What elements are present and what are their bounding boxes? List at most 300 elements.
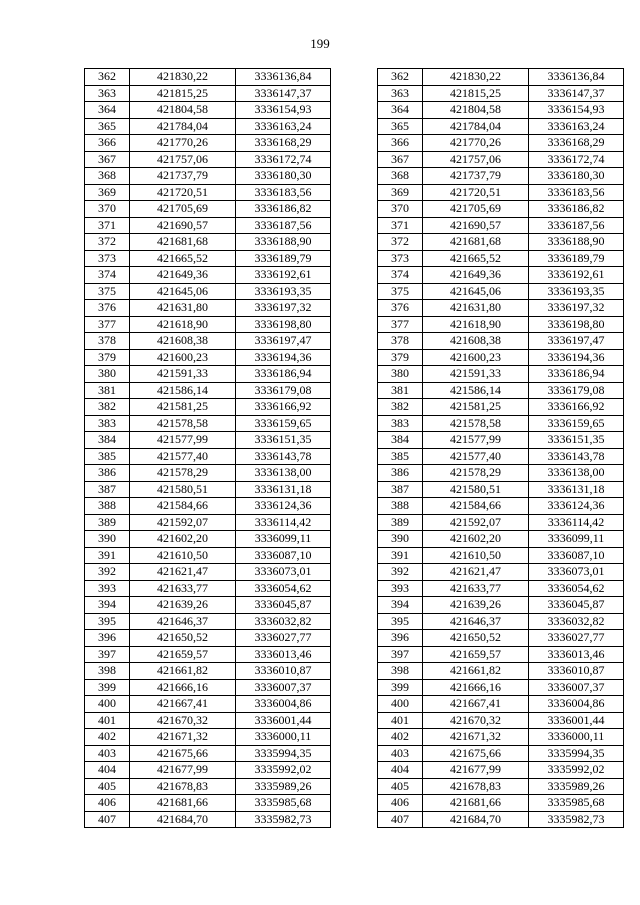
table-row [378,250,624,267]
table-row [85,267,331,284]
table-row [378,564,624,581]
x-coordinate-cell: 421578,29 [130,465,236,482]
y-coordinate-cell: 3336087,10 [236,547,331,564]
table-row [85,498,331,515]
point-number-cell: 384 [85,432,130,449]
y-coordinate-cell: 3336154,93 [529,102,624,119]
x-coordinate-cell: 421770,26 [423,135,529,152]
y-coordinate-cell: 3336136,84 [236,69,331,86]
x-coordinate-cell: 421670,32 [423,712,529,729]
table-row [378,646,624,663]
point-number-cell: 374 [85,267,130,284]
table-row [378,234,624,251]
x-coordinate-cell: 421618,90 [130,316,236,333]
point-number-cell: 397 [378,646,423,663]
point-number-cell: 367 [378,151,423,168]
coordinates-table-right-body [378,69,624,828]
point-number-cell: 377 [378,316,423,333]
x-coordinate-cell: 421577,40 [130,448,236,465]
point-number-cell: 401 [378,712,423,729]
point-number-cell: 395 [378,613,423,630]
point-number-cell: 403 [85,745,130,762]
x-coordinate-cell: 421705,69 [130,201,236,218]
x-coordinate-cell: 421650,52 [423,630,529,647]
point-number-cell: 387 [378,481,423,498]
point-number-cell: 400 [85,696,130,713]
x-coordinate-cell: 421804,58 [130,102,236,119]
point-number-cell: 388 [85,498,130,515]
point-number-cell: 362 [85,69,130,86]
x-coordinate-cell: 421671,32 [130,729,236,746]
point-number-cell: 382 [378,399,423,416]
y-coordinate-cell: 3336198,80 [529,316,624,333]
table-row [378,597,624,614]
table-row [378,415,624,432]
table-row [378,85,624,102]
y-coordinate-cell: 3336168,29 [529,135,624,152]
x-coordinate-cell: 421577,40 [423,448,529,465]
x-coordinate-cell: 421705,69 [423,201,529,218]
x-coordinate-cell: 421678,83 [423,778,529,795]
table-row [378,679,624,696]
point-number-cell: 386 [85,465,130,482]
point-number-cell: 387 [85,481,130,498]
y-coordinate-cell: 3336114,42 [236,514,331,531]
x-coordinate-cell: 421671,32 [423,729,529,746]
y-coordinate-cell: 3336192,61 [236,267,331,284]
x-coordinate-cell: 421670,32 [130,712,236,729]
y-coordinate-cell: 3336197,47 [236,333,331,350]
point-number-cell: 386 [378,465,423,482]
y-coordinate-cell: 3336004,86 [529,696,624,713]
table-row [85,333,331,350]
x-coordinate-cell: 421665,52 [130,250,236,267]
x-coordinate-cell: 421618,90 [423,316,529,333]
y-coordinate-cell: 3336054,62 [529,580,624,597]
table-row [85,481,331,498]
y-coordinate-cell: 3336138,00 [529,465,624,482]
table-row [85,646,331,663]
table-row [85,663,331,680]
y-coordinate-cell: 3336004,86 [236,696,331,713]
table-row [85,514,331,531]
point-number-cell: 373 [378,250,423,267]
x-coordinate-cell: 421581,25 [130,399,236,416]
y-coordinate-cell: 3336193,35 [529,283,624,300]
x-coordinate-cell: 421646,37 [130,613,236,630]
y-coordinate-cell: 3336147,37 [236,85,331,102]
table-row [378,795,624,812]
y-coordinate-cell: 3336138,00 [236,465,331,482]
table-row [378,366,624,383]
table-row [85,547,331,564]
y-coordinate-cell: 3336192,61 [529,267,624,284]
x-coordinate-cell: 421659,57 [423,646,529,663]
point-number-cell: 399 [378,679,423,696]
x-coordinate-cell: 421665,52 [423,250,529,267]
point-number-cell: 375 [378,283,423,300]
y-coordinate-cell: 3336186,82 [236,201,331,218]
point-number-cell: 388 [378,498,423,515]
x-coordinate-cell: 421584,66 [423,498,529,515]
point-number-cell: 363 [378,85,423,102]
x-coordinate-cell: 421608,38 [423,333,529,350]
y-coordinate-cell: 3335992,02 [529,762,624,779]
y-coordinate-cell: 3336172,74 [529,151,624,168]
x-coordinate-cell: 421650,52 [130,630,236,647]
point-number-cell: 371 [85,217,130,234]
table-row [378,580,624,597]
table-row [85,135,331,152]
y-coordinate-cell: 3336099,11 [529,531,624,548]
x-coordinate-cell: 421580,51 [130,481,236,498]
table-row [378,448,624,465]
table-row [85,217,331,234]
y-coordinate-cell: 3336000,11 [236,729,331,746]
x-coordinate-cell: 421659,57 [130,646,236,663]
y-coordinate-cell: 3336000,11 [529,729,624,746]
table-row [85,201,331,218]
table-row [378,630,624,647]
table-row [85,465,331,482]
point-number-cell: 389 [85,514,130,531]
x-coordinate-cell: 421681,66 [423,795,529,812]
y-coordinate-cell: 3336180,30 [236,168,331,185]
point-number-cell: 368 [378,168,423,185]
y-coordinate-cell: 3336147,37 [529,85,624,102]
x-coordinate-cell: 421608,38 [130,333,236,350]
y-coordinate-cell: 3336001,44 [529,712,624,729]
x-coordinate-cell: 421737,79 [130,168,236,185]
point-number-cell: 407 [378,811,423,828]
x-coordinate-cell: 421577,99 [423,432,529,449]
x-coordinate-cell: 421830,22 [130,69,236,86]
point-number-cell: 369 [85,184,130,201]
y-coordinate-cell: 3336188,90 [236,234,331,251]
y-coordinate-cell: 3336054,62 [236,580,331,597]
y-coordinate-cell: 3336179,08 [529,382,624,399]
y-coordinate-cell: 3336194,36 [529,349,624,366]
table-row [85,762,331,779]
y-coordinate-cell: 3336198,80 [236,316,331,333]
table-row [378,316,624,333]
table-row [85,630,331,647]
point-number-cell: 375 [85,283,130,300]
y-coordinate-cell: 3335985,68 [529,795,624,812]
x-coordinate-cell: 421578,29 [423,465,529,482]
table-row [378,349,624,366]
y-coordinate-cell: 3336168,29 [236,135,331,152]
y-coordinate-cell: 3336186,94 [236,366,331,383]
x-coordinate-cell: 421602,20 [130,531,236,548]
x-coordinate-cell: 421681,66 [130,795,236,812]
y-coordinate-cell: 3336180,30 [529,168,624,185]
x-coordinate-cell: 421645,06 [130,283,236,300]
table-row [85,745,331,762]
table-row [85,69,331,86]
x-coordinate-cell: 421577,99 [130,432,236,449]
y-coordinate-cell: 3336143,78 [529,448,624,465]
table-row [378,333,624,350]
table-row [85,795,331,812]
x-coordinate-cell: 421684,70 [423,811,529,828]
point-number-cell: 381 [378,382,423,399]
y-coordinate-cell: 3335992,02 [236,762,331,779]
table-row [378,168,624,185]
x-coordinate-cell: 421578,58 [130,415,236,432]
x-coordinate-cell: 421646,37 [423,613,529,630]
point-number-cell: 392 [85,564,130,581]
point-number-cell: 395 [85,613,130,630]
x-coordinate-cell: 421621,47 [130,564,236,581]
y-coordinate-cell: 3336159,65 [236,415,331,432]
table-row [85,564,331,581]
table-row [85,349,331,366]
point-number-cell: 394 [85,597,130,614]
point-number-cell: 381 [85,382,130,399]
table-row [85,729,331,746]
point-number-cell: 389 [378,514,423,531]
table-row [85,778,331,795]
y-coordinate-cell: 3336087,10 [529,547,624,564]
y-coordinate-cell: 3336166,92 [236,399,331,416]
table-row [378,729,624,746]
y-coordinate-cell: 3336197,32 [236,300,331,317]
point-number-cell: 390 [85,531,130,548]
y-coordinate-cell: 3336136,84 [529,69,624,86]
x-coordinate-cell: 421586,14 [423,382,529,399]
table-row [85,448,331,465]
coordinates-table-right [377,68,624,828]
point-number-cell: 380 [85,366,130,383]
table-row [85,415,331,432]
x-coordinate-cell: 421784,04 [423,118,529,135]
table-row [85,118,331,135]
y-coordinate-cell: 3335994,35 [236,745,331,762]
point-number-cell: 385 [378,448,423,465]
x-coordinate-cell: 421610,50 [423,547,529,564]
y-coordinate-cell: 3336163,24 [529,118,624,135]
x-coordinate-cell: 421633,77 [423,580,529,597]
point-number-cell: 391 [378,547,423,564]
x-coordinate-cell: 421770,26 [130,135,236,152]
x-coordinate-cell: 421804,58 [423,102,529,119]
y-coordinate-cell: 3336124,36 [236,498,331,515]
x-coordinate-cell: 421639,26 [423,597,529,614]
table-row [85,102,331,119]
table-row [85,250,331,267]
table-row [85,300,331,317]
table-row [85,696,331,713]
point-number-cell: 372 [378,234,423,251]
point-number-cell: 394 [378,597,423,614]
table-row [85,712,331,729]
point-number-cell: 402 [378,729,423,746]
y-coordinate-cell: 3336187,56 [236,217,331,234]
table-row [378,613,624,630]
point-number-cell: 368 [85,168,130,185]
y-coordinate-cell: 3336179,08 [236,382,331,399]
x-coordinate-cell: 421678,83 [130,778,236,795]
point-number-cell: 400 [378,696,423,713]
x-coordinate-cell: 421666,16 [423,679,529,696]
point-number-cell: 378 [85,333,130,350]
table-row [85,399,331,416]
table-row [85,382,331,399]
y-coordinate-cell: 3336154,93 [236,102,331,119]
coordinates-table-left-body [85,69,331,828]
x-coordinate-cell: 421649,36 [130,267,236,284]
x-coordinate-cell: 421720,51 [130,184,236,201]
y-coordinate-cell: 3336045,87 [529,597,624,614]
point-number-cell: 365 [85,118,130,135]
point-number-cell: 404 [378,762,423,779]
y-coordinate-cell: 3336193,35 [236,283,331,300]
y-coordinate-cell: 3336159,65 [529,415,624,432]
y-coordinate-cell: 3336073,01 [236,564,331,581]
x-coordinate-cell: 421600,23 [130,349,236,366]
y-coordinate-cell: 3336186,82 [529,201,624,218]
table-row [85,613,331,630]
point-number-cell: 370 [378,201,423,218]
point-number-cell: 396 [378,630,423,647]
table-row [378,399,624,416]
x-coordinate-cell: 421784,04 [130,118,236,135]
y-coordinate-cell: 3335989,26 [529,778,624,795]
point-number-cell: 372 [85,234,130,251]
point-number-cell: 407 [85,811,130,828]
x-coordinate-cell: 421675,66 [130,745,236,762]
table-row [378,184,624,201]
point-number-cell: 380 [378,366,423,383]
y-coordinate-cell: 3336183,56 [236,184,331,201]
point-number-cell: 376 [85,300,130,317]
table-row [378,69,624,86]
x-coordinate-cell: 421667,41 [130,696,236,713]
y-coordinate-cell: 3336183,56 [529,184,624,201]
x-coordinate-cell: 421684,70 [130,811,236,828]
point-number-cell: 406 [85,795,130,812]
table-row [85,432,331,449]
y-coordinate-cell: 3336166,92 [529,399,624,416]
x-coordinate-cell: 421720,51 [423,184,529,201]
table-row [378,102,624,119]
y-coordinate-cell: 3336189,79 [236,250,331,267]
table-row [378,432,624,449]
table-row [85,184,331,201]
x-coordinate-cell: 421631,80 [130,300,236,317]
x-coordinate-cell: 421690,57 [423,217,529,234]
y-coordinate-cell: 3336032,82 [529,613,624,630]
y-coordinate-cell: 3336124,36 [529,498,624,515]
point-number-cell: 382 [85,399,130,416]
table-row [85,531,331,548]
point-number-cell: 362 [378,69,423,86]
point-number-cell: 371 [378,217,423,234]
table-row [378,745,624,762]
point-number-cell: 401 [85,712,130,729]
y-coordinate-cell: 3336197,47 [529,333,624,350]
coordinates-table-left [84,68,331,828]
y-coordinate-cell: 3336131,18 [236,481,331,498]
table-row [378,151,624,168]
y-coordinate-cell: 3336172,74 [236,151,331,168]
x-coordinate-cell: 421592,07 [130,514,236,531]
point-number-cell: 364 [378,102,423,119]
point-number-cell: 398 [85,663,130,680]
point-number-cell: 374 [378,267,423,284]
y-coordinate-cell: 3336007,37 [529,679,624,696]
y-coordinate-cell: 3336143,78 [236,448,331,465]
point-number-cell: 378 [378,333,423,350]
table-row [378,300,624,317]
table-row [378,382,624,399]
table-row [85,168,331,185]
x-coordinate-cell: 421581,25 [423,399,529,416]
point-number-cell: 370 [85,201,130,218]
x-coordinate-cell: 421649,36 [423,267,529,284]
table-row [378,498,624,515]
point-number-cell: 393 [85,580,130,597]
point-number-cell: 391 [85,547,130,564]
point-number-cell: 364 [85,102,130,119]
x-coordinate-cell: 421610,50 [130,547,236,564]
point-number-cell: 363 [85,85,130,102]
table-row [378,481,624,498]
y-coordinate-cell: 3336099,11 [236,531,331,548]
table-row [85,316,331,333]
table-row [85,151,331,168]
y-coordinate-cell: 3336194,36 [236,349,331,366]
table-row [378,267,624,284]
point-number-cell: 403 [378,745,423,762]
x-coordinate-cell: 421667,41 [423,696,529,713]
y-coordinate-cell: 3336163,24 [236,118,331,135]
table-row [85,85,331,102]
y-coordinate-cell: 3336001,44 [236,712,331,729]
y-coordinate-cell: 3336151,35 [236,432,331,449]
point-number-cell: 366 [85,135,130,152]
table-row [85,679,331,696]
point-number-cell: 365 [378,118,423,135]
point-number-cell: 392 [378,564,423,581]
table-row [378,778,624,795]
table-row [378,465,624,482]
x-coordinate-cell: 421639,26 [130,597,236,614]
x-coordinate-cell: 421591,33 [130,366,236,383]
table-row [378,118,624,135]
page-number: 199 [310,36,330,51]
table-row [378,811,624,828]
y-coordinate-cell: 3336073,01 [529,564,624,581]
point-number-cell: 393 [378,580,423,597]
table-row [378,514,624,531]
table-row [378,663,624,680]
x-coordinate-cell: 421815,25 [423,85,529,102]
x-coordinate-cell: 421681,68 [130,234,236,251]
point-number-cell: 383 [378,415,423,432]
point-number-cell: 376 [378,300,423,317]
y-coordinate-cell: 3336131,18 [529,481,624,498]
x-coordinate-cell: 421645,06 [423,283,529,300]
table-row [85,283,331,300]
point-number-cell: 367 [85,151,130,168]
point-number-cell: 404 [85,762,130,779]
table-row [378,762,624,779]
table-row [378,135,624,152]
y-coordinate-cell: 3336151,35 [529,432,624,449]
y-coordinate-cell: 3335985,68 [236,795,331,812]
